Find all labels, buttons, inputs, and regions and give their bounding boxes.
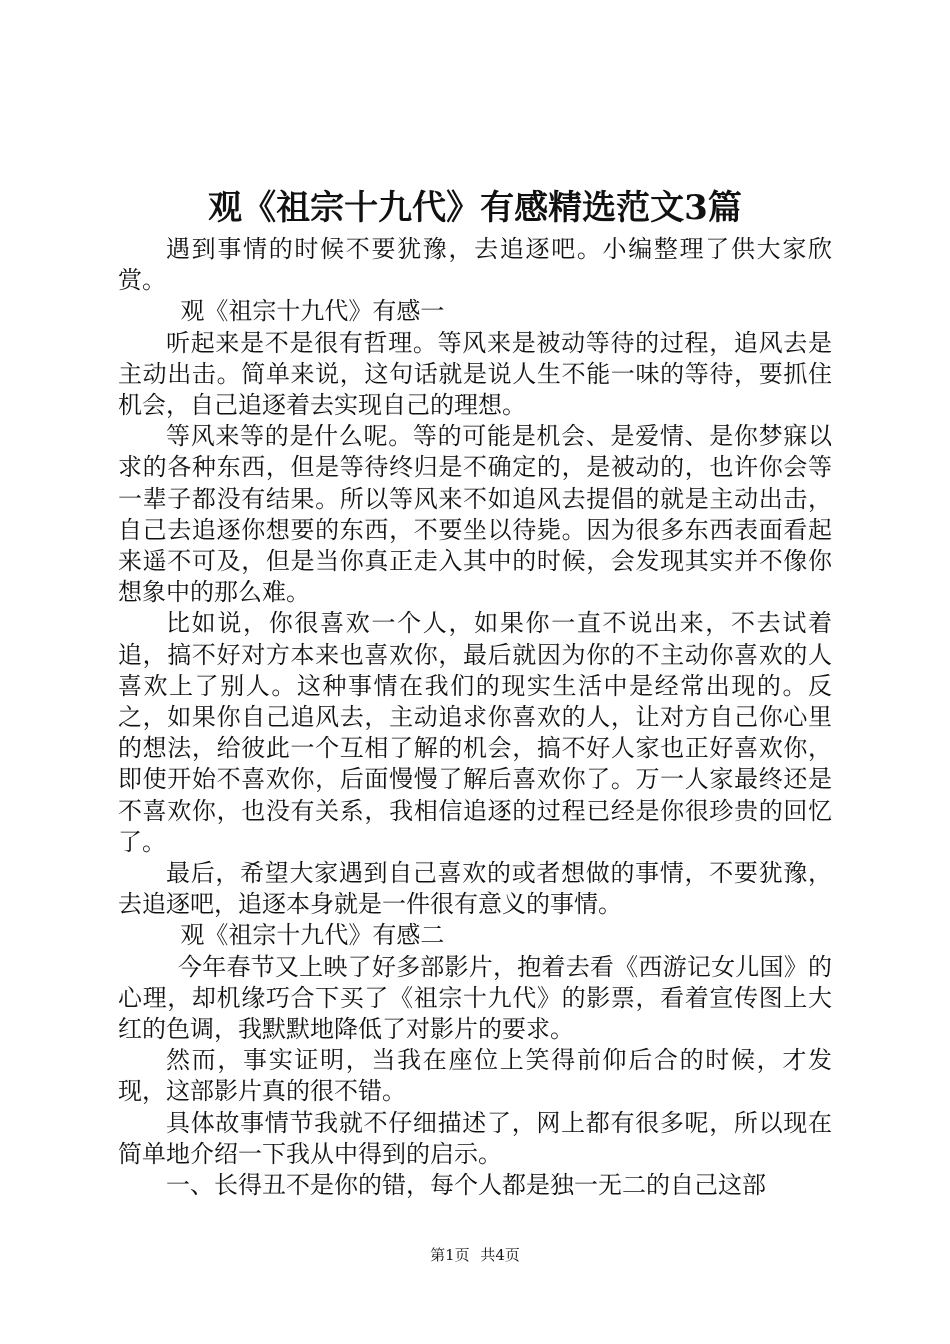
- document-body: [118, 234, 832, 1201]
- paragraph: 今年春节又上映了好多部影片，抱着去看《西游记女儿国》的心理，却机缘巧合下买了《祖宗十九代》的影票，看着宣传图上大红的色调，我默默地降低了对影片的要求。: [118, 952, 832, 1044]
- page-total: 共4页: [480, 1246, 520, 1264]
- page-number: 第1页: [430, 1246, 470, 1264]
- page-footer: [0, 1245, 950, 1265]
- section-heading: 观《祖宗十九代》有感一: [180, 297, 445, 326]
- paragraph: 等风来等的是什么呢。等的可能是机会、是爱情、是你梦寐以求的各种东西，但是等待终归是不确定的，是被动的，也许你会等一辈子都没有结果。所以等风来不如追风去提倡的就是主动出击，自己去追逐你想要的东西，不要坐以待毙。因为很多东西表面看起来遥不可及，但是当你真正走入其中的时候，会发现其实并不像你想象中的那么难。: [118, 422, 832, 607]
- section-heading: 观《祖宗十九代》有感二: [180, 921, 445, 950]
- paragraph: 遇到事情的时候不要犹豫，去追逐吧。小编整理了供大家欣赏。: [118, 235, 832, 295]
- document-title: 观《祖宗十九代》有感精选范文3篇: [208, 188, 742, 228]
- paragraph: 一、长得丑不是你的错，每个人都是独一无二的自己这部: [166, 1171, 766, 1200]
- paragraph: 具体故事情节我就不仔细描述了，网上都有很多呢，所以现在简单地介绍一下我从中得到的启示。: [118, 1108, 832, 1168]
- paragraph: 听起来是不是很有哲理。等风来是被动等待的过程，追风去是主动出击。简单来说，这句话就是说人生不能一味的等待，要抓住机会，自己追逐着去实现自己的理想。: [118, 328, 832, 420]
- paragraph: 最后，希望大家遇到自己喜欢的或者想做的事情，不要犹豫，去追逐吧，追逐本身就是一件很有意义的事情。: [118, 859, 832, 919]
- paragraph: 比如说，你很喜欢一个人，如果你一直不说出来，不去试着追，搞不好对方本来也喜欢你，最后就因为你的不主动你喜欢的人喜欢上了别人。这种事情在我们的现实生活中是经常出现的。反之，如果你自己追风去，主动追求你喜欢的人，让对方自己你心里的想法，给彼此一个互相了解的机会，搞不好人家也正好喜欢你，即使开始不喜欢你，后面慢慢了解后喜欢你了。万一人家最终还是不喜欢你，也没有关系，我相信追逐的过程已经是你很珍贵的回忆了。: [118, 609, 832, 856]
- paragraph: 然而，事实证明，当我在座位上笑得前仰后合的时候，才发现，这部影片真的很不错。: [118, 1046, 832, 1106]
